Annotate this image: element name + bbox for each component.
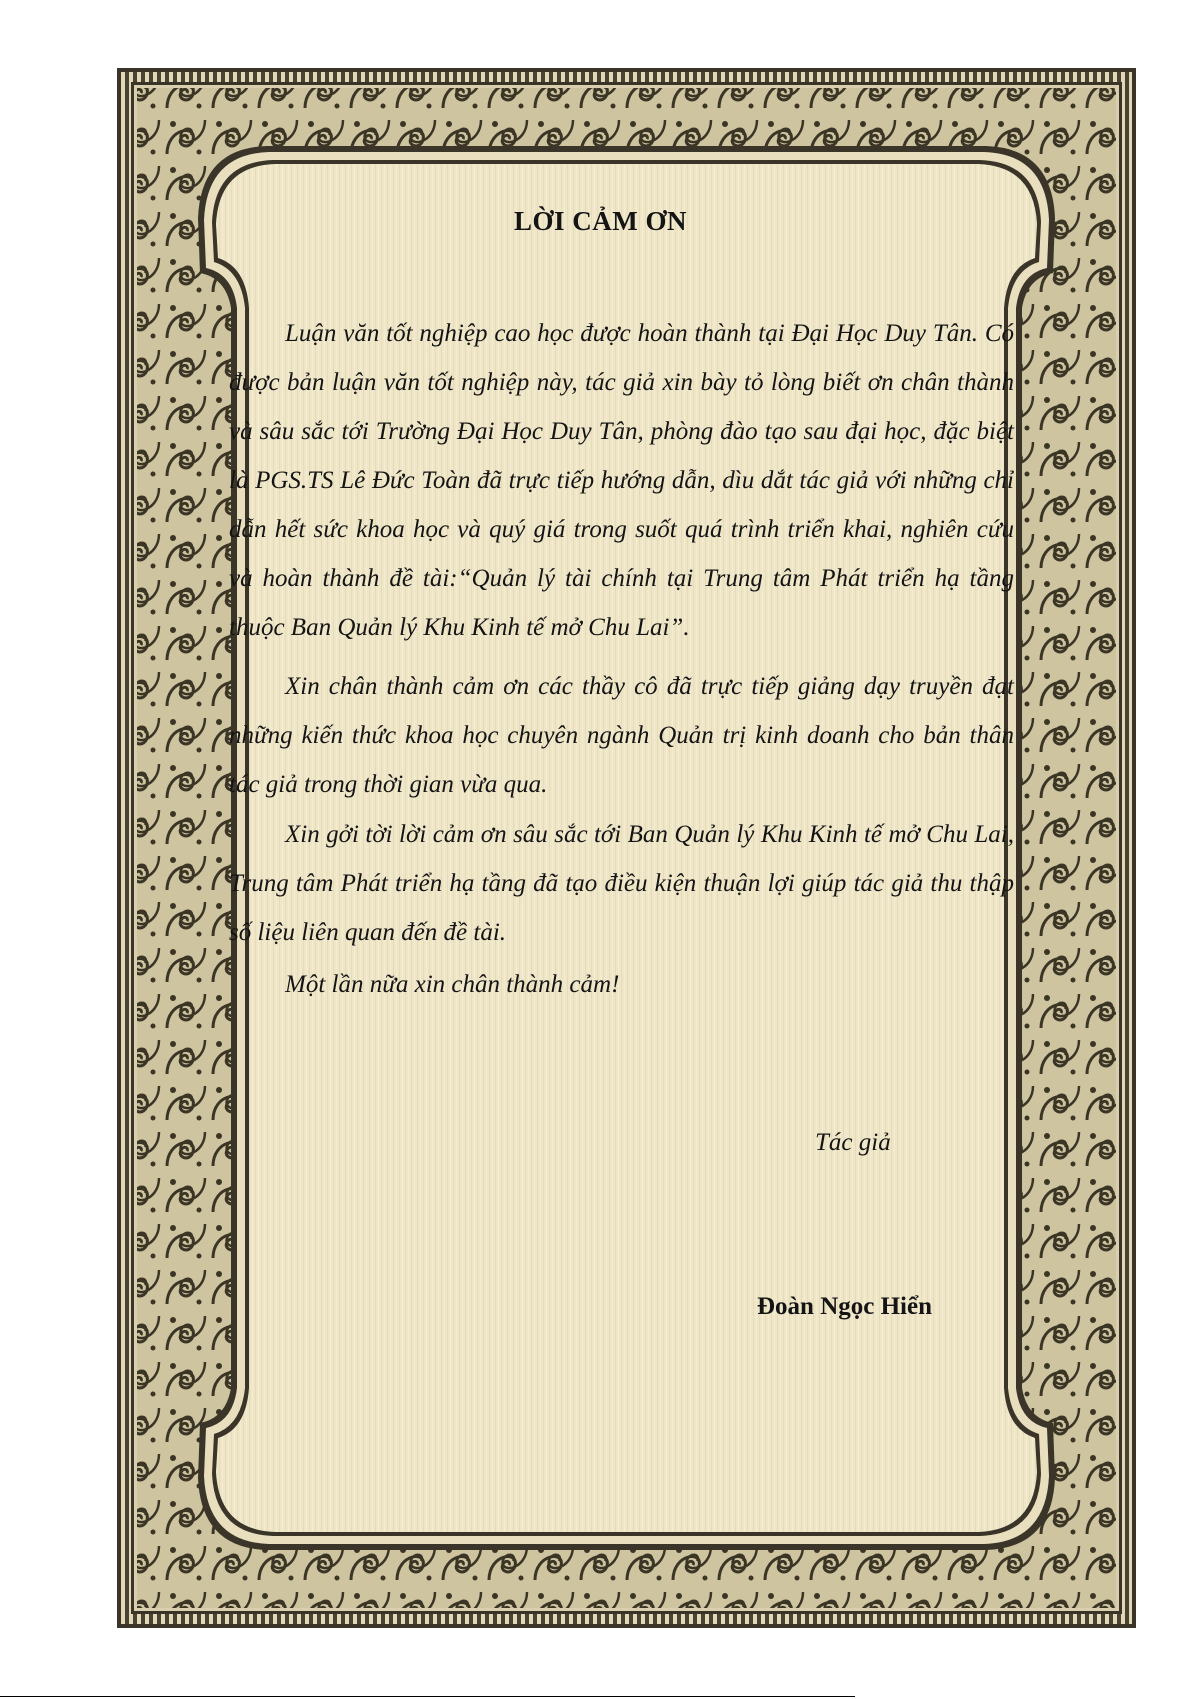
author-name: Đoàn Ngọc Hiển [757, 1293, 932, 1320]
paragraph-3: Xin gởi tời lời cảm ơn sâu sắc tới Ban Quản lý Khu Kinh tế mở Chu Lai, Trung tâm Phát triển hạ tầng đã tạo điều kiện thuận lợi giúp tác giả thu thập số liệu liên quan đến đề tài. [229, 821, 1014, 946]
page-bottom-divider [0, 1696, 855, 1697]
page-title: LỜI CẢM ƠN [514, 206, 687, 236]
paragraph-2: Xin chân thành cảm ơn các thầy cô đã trực tiếp giảng dạy truyền đạt những kiến thức khoa học chuyên ngành Quản trị kinh doanh cho bản thân tác giả trong thời gian vừa qua. [229, 673, 1014, 798]
author-label: Tác giả [815, 1129, 891, 1156]
acknowledgement-body [229, 309, 1014, 1009]
paragraph-1: Luận văn tốt nghiệp cao học được hoàn thành tại Đại Học Duy Tân. Có được bản luận văn tốt nghiệp này, tác giả xin bày tỏ lòng biết ơn chân thành và sâu sắc tới Trường Đại Học Duy Tân, phòng đào tạo sau đại học, đặc biệt là PGS.TS Lê Đức Toàn đã trực tiếp hướng dẫn, dìu dắt tác giả với những chỉ dẫn hết sức khoa học và quý giá trong suốt quá trình triển khai, nghiên cứu và hoàn thành đề tài:“Quản lý tài chính tại Trung tâm Phát triển hạ tầng thuộc Ban Quản lý Khu Kinh tế mở Chu Lai”. [229, 320, 1014, 641]
paragraph-4: Một lần nữa xin chân thành cảm! [285, 971, 620, 998]
